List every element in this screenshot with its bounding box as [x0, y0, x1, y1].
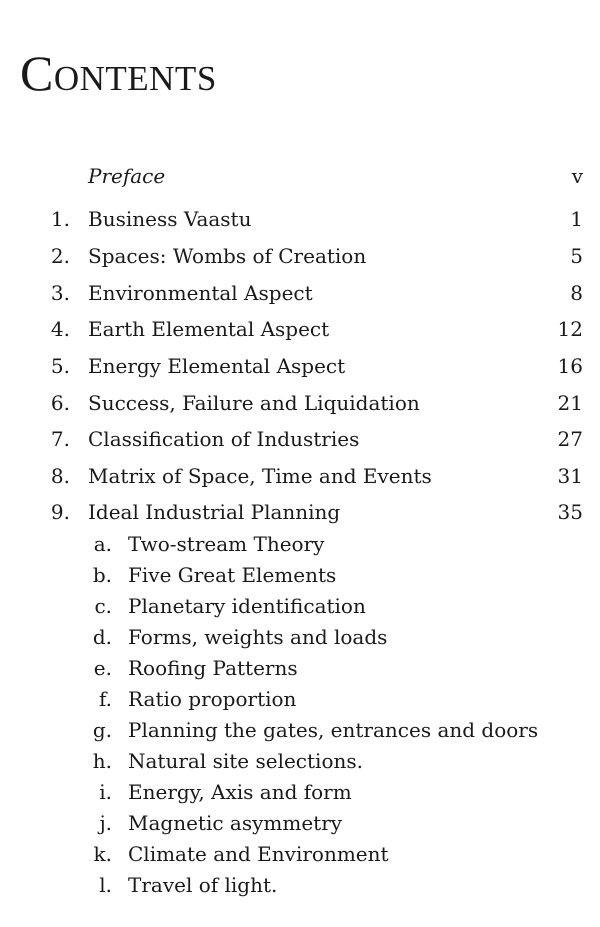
toc-entry-number: 6. [50, 391, 70, 415]
toc-subsection-letter: e. [93, 656, 112, 680]
toc-subsection [0, 839, 600, 869]
toc-entry-page: 35 [557, 500, 583, 524]
toc-subsection [0, 684, 600, 714]
toc-subsection-letter: b. [92, 563, 112, 587]
toc-subsection [0, 715, 600, 745]
toc-entry-title: Classification of Industries [88, 427, 360, 451]
toc-entry-page: 27 [557, 427, 583, 451]
toc-entry-chapter [0, 204, 600, 234]
toc-entry-title: Business Vaastu [88, 207, 252, 231]
toc-entry-page: 16 [557, 354, 583, 378]
toc-entry-number: 2. [50, 244, 70, 268]
toc-subsection-letter: g. [92, 718, 112, 742]
toc-subsection-title: Climate and Environment [128, 842, 389, 866]
toc-subsection-title: Planetary identification [128, 594, 366, 618]
toc-entry-chapter [0, 351, 600, 381]
toc-entry-chapter [0, 314, 600, 344]
toc-subsection-letter: a. [93, 532, 112, 556]
toc-subsection-letter: i. [99, 780, 112, 804]
toc-entry-number: 8. [50, 464, 70, 488]
toc-subsection-title: Ratio proportion [128, 687, 297, 711]
toc-entry-page: 8 [570, 281, 583, 305]
toc-entry-number: 4. [50, 317, 70, 341]
toc-subsection [0, 591, 600, 621]
toc-entry-page: 5 [570, 244, 583, 268]
toc-entry-number: 3. [50, 281, 70, 305]
toc-subsection [0, 808, 600, 838]
toc-entry-chapter [0, 388, 600, 418]
toc-entry-chapter [0, 497, 600, 527]
page-title: Contents [20, 45, 217, 101]
toc-entry-preface [0, 161, 600, 191]
toc-subsection-title: Planning the gates, entrances and doors [128, 718, 539, 742]
toc-subsection [0, 777, 600, 807]
toc-entry-number: 5. [50, 354, 70, 378]
toc-entry-page: 31 [557, 464, 583, 488]
toc-entry-number: 7. [50, 427, 70, 451]
toc-subsection-title: Two-stream Theory [128, 532, 325, 556]
toc-subsection-title: Magnetic asymmetry [128, 811, 343, 835]
toc-subsection [0, 653, 600, 683]
toc-entry-title: Energy Elemental Aspect [88, 354, 346, 378]
toc-entry-page: 12 [557, 317, 583, 341]
toc-entry-title: Spaces: Wombs of Creation [88, 244, 367, 268]
toc-entry-title: Preface [88, 164, 166, 188]
toc-entry-title: Ideal Industrial Planning [88, 500, 341, 524]
toc-subsection [0, 870, 600, 900]
toc-entry-page: 21 [557, 391, 583, 415]
toc-entry-page: 1 [570, 207, 583, 231]
toc-entry-title: Earth Elemental Aspect [88, 317, 330, 341]
toc-subsection-letter: h. [92, 749, 112, 773]
toc-entry-title: Matrix of Space, Time and Events [88, 464, 432, 488]
toc-subsection-letter: j. [99, 811, 112, 835]
toc-subsection-letter: l. [99, 873, 112, 897]
toc-entry-title: Environmental Aspect [88, 281, 313, 305]
toc-subsection-letter: k. [93, 842, 112, 866]
toc-entry-number: 9. [50, 500, 70, 524]
toc-subsection-title: Energy, Axis and form [128, 780, 352, 804]
toc-entry-chapter [0, 461, 600, 491]
toc-subsection-title: Forms, weights and loads [128, 625, 388, 649]
toc-entry-number: 1. [50, 207, 70, 231]
toc-subsection-title: Natural site selections. [128, 749, 363, 773]
toc-entry-chapter [0, 241, 600, 271]
toc-subsection-letter: d. [92, 625, 112, 649]
toc-subsection-title: Five Great Elements [128, 563, 337, 587]
toc-subsection [0, 560, 600, 590]
toc-entry-title: Success, Failure and Liquidation [88, 391, 420, 415]
toc-subsection-title: Travel of light. [128, 873, 278, 897]
toc-subsection-title: Roofing Patterns [128, 656, 298, 680]
toc-subsection-letter: c. [94, 594, 112, 618]
toc-subsection [0, 529, 600, 559]
toc-subsection-letter: f. [98, 687, 112, 711]
toc-entry-page: v [571, 164, 583, 188]
toc-subsection [0, 746, 600, 776]
toc-subsection [0, 622, 600, 652]
toc-entry-chapter [0, 278, 600, 308]
toc-entry-chapter [0, 424, 600, 454]
